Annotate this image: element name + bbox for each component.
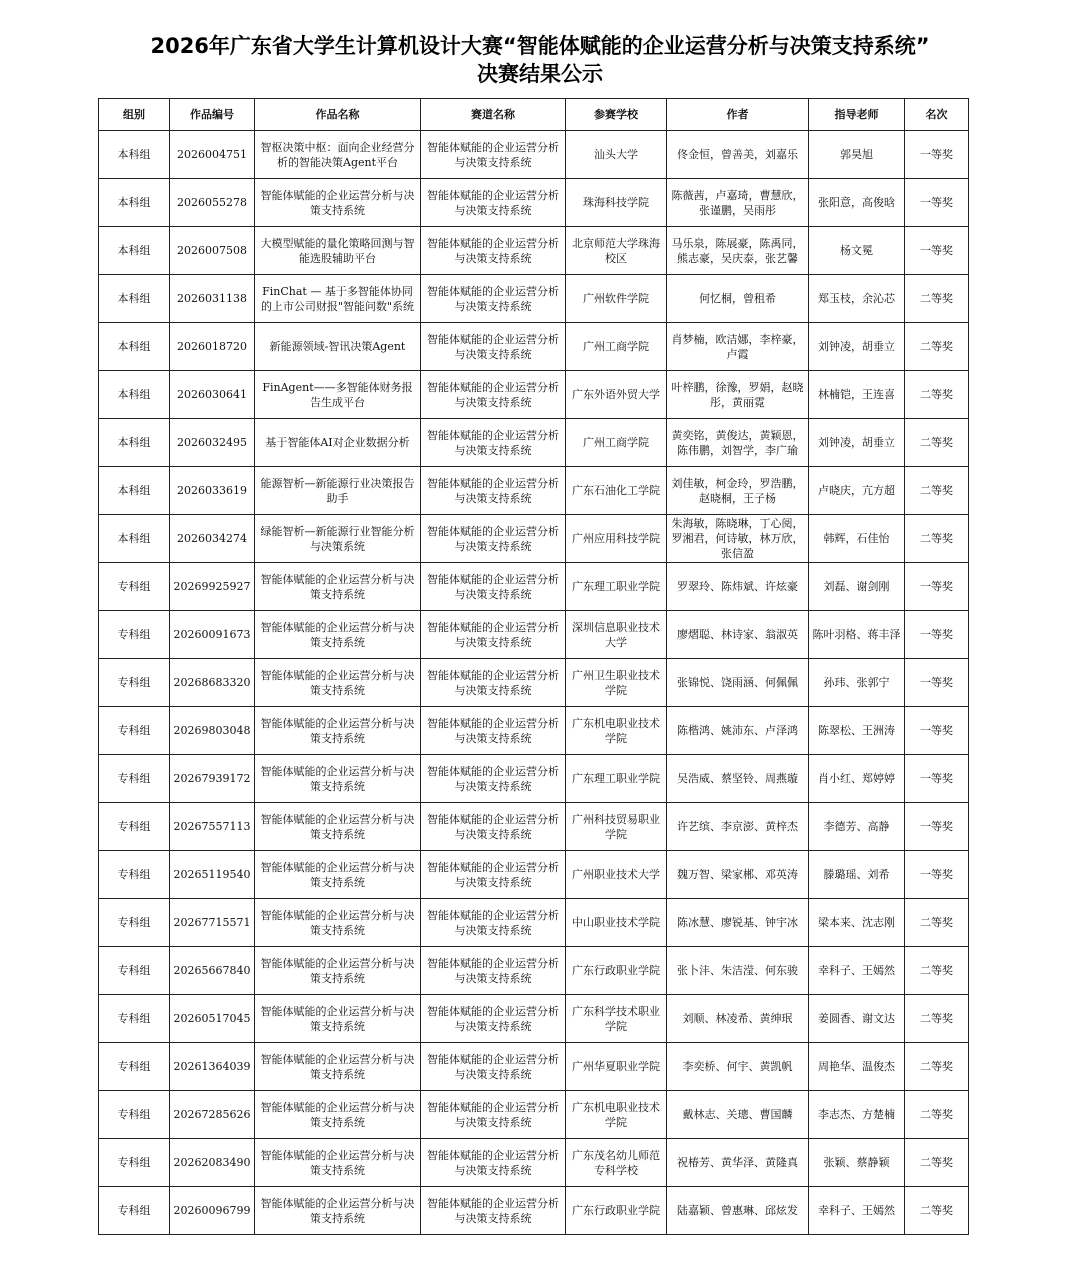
cell-advisors: 孙玮、张郭宁 — [809, 659, 905, 707]
cell-advisors: 杨文冕 — [809, 227, 905, 275]
cell-work-name: FinChat — 基于多智能体协同的上市公司财报"智能问数"系统 — [255, 275, 421, 323]
cell-rank: 一等奖 — [905, 755, 969, 803]
cell-authors: 佟金恒，曾善美，刘嘉乐 — [667, 131, 809, 179]
cell-advisors: 李志杰、方楚楠 — [809, 1091, 905, 1139]
table-row — [99, 659, 969, 707]
cell-work-id: 20260517045 — [170, 995, 255, 1043]
cell-group: 专科组 — [99, 1091, 170, 1139]
cell-school: 广东石油化工学院 — [566, 467, 667, 515]
cell-work-id: 20269925927 — [170, 563, 255, 611]
cell-work-id: 2026055278 — [170, 179, 255, 227]
cell-group: 本科组 — [99, 179, 170, 227]
cell-authors: 李奕桥、何宇、黄凯帆 — [667, 1043, 809, 1091]
cell-work-id: 2026033619 — [170, 467, 255, 515]
cell-group: 专科组 — [99, 899, 170, 947]
cell-authors: 张卜沣、朱洁滢、何东骏 — [667, 947, 809, 995]
cell-work-name: 智能体赋能的企业运营分析与决策支持系统 — [255, 563, 421, 611]
cell-school: 汕头大学 — [566, 131, 667, 179]
cell-authors: 何忆桐，曾租希 — [667, 275, 809, 323]
cell-advisors: 梁本来、沈志刚 — [809, 899, 905, 947]
header-work-id: 作品编号 — [170, 99, 255, 131]
cell-authors: 陈薇茜，卢嘉琦，曹慧欣，张谨鹏，吴雨彤 — [667, 179, 809, 227]
cell-rank: 二等奖 — [905, 275, 969, 323]
cell-advisors: 陈翠松、王洲涛 — [809, 707, 905, 755]
cell-rank: 一等奖 — [905, 227, 969, 275]
document-title: 2026年广东省大学生计算机设计大赛“智能体赋能的企业运营分析与决策支持系统” — [150, 34, 930, 58]
cell-advisors: 刘磊、谢剑刚 — [809, 563, 905, 611]
table-row — [99, 611, 969, 659]
cell-authors: 陈冰慧、廖锐基、钟宇冰 — [667, 899, 809, 947]
cell-authors: 刘顺、林凌希、黄绅珉 — [667, 995, 809, 1043]
cell-advisors: 陈叶羽格、蒋丰泽 — [809, 611, 905, 659]
cell-work-id: 20267939172 — [170, 755, 255, 803]
cell-track: 智能体赋能的企业运营分析与决策支持系统 — [421, 371, 566, 419]
cell-track: 智能体赋能的企业运营分析与决策支持系统 — [421, 275, 566, 323]
cell-group: 专科组 — [99, 755, 170, 803]
cell-track: 智能体赋能的企业运营分析与决策支持系统 — [421, 659, 566, 707]
cell-rank: 二等奖 — [905, 371, 969, 419]
cell-track: 智能体赋能的企业运营分析与决策支持系统 — [421, 131, 566, 179]
cell-advisors: 韩辉，石佳怡 — [809, 515, 905, 563]
cell-group: 本科组 — [99, 515, 170, 563]
cell-advisors: 刘钟凌，胡垂立 — [809, 419, 905, 467]
cell-group: 专科组 — [99, 611, 170, 659]
cell-group: 专科组 — [99, 1043, 170, 1091]
cell-advisors: 滕璐瑶、刘希 — [809, 851, 905, 899]
table-row — [99, 995, 969, 1043]
table-header-row — [99, 99, 969, 131]
cell-work-id: 20260096799 — [170, 1187, 255, 1235]
cell-track: 智能体赋能的企业运营分析与决策支持系统 — [421, 419, 566, 467]
cell-rank: 二等奖 — [905, 1139, 969, 1187]
cell-school: 广州工商学院 — [566, 323, 667, 371]
cell-rank: 二等奖 — [905, 1043, 969, 1091]
cell-group: 本科组 — [99, 323, 170, 371]
cell-work-id: 2026007508 — [170, 227, 255, 275]
cell-advisors: 周艳华、温俊杰 — [809, 1043, 905, 1091]
cell-authors: 罗翠玲、陈炜斌、许炫豪 — [667, 563, 809, 611]
cell-work-name: 智能体赋能的企业运营分析与决策支持系统 — [255, 947, 421, 995]
table-row — [99, 179, 969, 227]
cell-group: 专科组 — [99, 1187, 170, 1235]
header-authors: 作者 — [667, 99, 809, 131]
cell-work-name: 智能体赋能的企业运营分析与决策支持系统 — [255, 1043, 421, 1091]
header-work-name: 作品名称 — [255, 99, 421, 131]
table-row — [99, 851, 969, 899]
cell-work-name: 智能体赋能的企业运营分析与决策支持系统 — [255, 755, 421, 803]
cell-group: 本科组 — [99, 371, 170, 419]
cell-track: 智能体赋能的企业运营分析与决策支持系统 — [421, 803, 566, 851]
table-row — [99, 371, 969, 419]
cell-school: 广州应用科技学院 — [566, 515, 667, 563]
cell-work-name: 智能体赋能的企业运营分析与决策支持系统 — [255, 707, 421, 755]
cell-school: 广东外语外贸大学 — [566, 371, 667, 419]
cell-work-name: 大模型赋能的量化策略回测与智能选股辅助平台 — [255, 227, 421, 275]
header-school: 参赛学校 — [566, 99, 667, 131]
cell-work-name: FinAgent——多智能体财务报告生成平台 — [255, 371, 421, 419]
cell-authors: 叶梓鹏，徐豫，罗娟，赵晓彤，黄丽霓 — [667, 371, 809, 419]
cell-school: 广东科学技术职业学院 — [566, 995, 667, 1043]
cell-rank: 二等奖 — [905, 995, 969, 1043]
cell-work-name: 智能体赋能的企业运营分析与决策支持系统 — [255, 899, 421, 947]
cell-work-name: 能源智析—新能源行业决策报告助手 — [255, 467, 421, 515]
table-row — [99, 899, 969, 947]
cell-advisors: 肖小红、郑婷婷 — [809, 755, 905, 803]
table-row — [99, 467, 969, 515]
table-row — [99, 515, 969, 563]
cell-authors: 陈楷鸿、姚沛东、卢泽鸿 — [667, 707, 809, 755]
cell-school: 广州工商学院 — [566, 419, 667, 467]
cell-rank: 二等奖 — [905, 419, 969, 467]
cell-track: 智能体赋能的企业运营分析与决策支持系统 — [421, 851, 566, 899]
cell-advisors: 姜圆香、谢文达 — [809, 995, 905, 1043]
table-row — [99, 755, 969, 803]
cell-work-name: 绿能智析—新能源行业智能分析与决策系统 — [255, 515, 421, 563]
cell-group: 专科组 — [99, 659, 170, 707]
header-group: 组别 — [99, 99, 170, 131]
cell-work-name: 智能体赋能的企业运营分析与决策支持系统 — [255, 995, 421, 1043]
cell-work-id: 20265119540 — [170, 851, 255, 899]
cell-group: 专科组 — [99, 1139, 170, 1187]
cell-school: 广东理工职业学院 — [566, 563, 667, 611]
cell-work-id: 2026018720 — [170, 323, 255, 371]
table-row — [99, 1139, 969, 1187]
cell-group: 本科组 — [99, 227, 170, 275]
cell-authors: 魏万智、梁家郴、邓英涛 — [667, 851, 809, 899]
cell-track: 智能体赋能的企业运营分析与决策支持系统 — [421, 227, 566, 275]
cell-track: 智能体赋能的企业运营分析与决策支持系统 — [421, 1043, 566, 1091]
cell-advisors: 李德芳、高静 — [809, 803, 905, 851]
cell-rank: 二等奖 — [905, 323, 969, 371]
cell-rank: 一等奖 — [905, 659, 969, 707]
cell-school: 广州职业技术大学 — [566, 851, 667, 899]
cell-track: 智能体赋能的企业运营分析与决策支持系统 — [421, 707, 566, 755]
document-subtitle: 决赛结果公示 — [477, 62, 603, 86]
cell-rank: 一等奖 — [905, 563, 969, 611]
cell-work-id: 20269803048 — [170, 707, 255, 755]
table-row — [99, 563, 969, 611]
cell-advisors: 林楠铠，王连喜 — [809, 371, 905, 419]
cell-work-id: 20265667840 — [170, 947, 255, 995]
table-row — [99, 947, 969, 995]
cell-advisors: 幸科子、王嫣然 — [809, 1187, 905, 1235]
cell-rank: 二等奖 — [905, 1091, 969, 1139]
cell-rank: 一等奖 — [905, 707, 969, 755]
cell-school: 广东理工职业学院 — [566, 755, 667, 803]
cell-work-id: 20267285626 — [170, 1091, 255, 1139]
cell-group: 本科组 — [99, 131, 170, 179]
cell-school: 中山职业技术学院 — [566, 899, 667, 947]
cell-work-name: 智枢决策中枢：面向企业经营分析的智能决策Agent平台 — [255, 131, 421, 179]
cell-advisors: 郑玉枝，余沁芯 — [809, 275, 905, 323]
cell-group: 本科组 — [99, 275, 170, 323]
cell-school: 深圳信息职业技术大学 — [566, 611, 667, 659]
cell-track: 智能体赋能的企业运营分析与决策支持系统 — [421, 947, 566, 995]
cell-group: 专科组 — [99, 563, 170, 611]
cell-work-id: 2026032495 — [170, 419, 255, 467]
cell-track: 智能体赋能的企业运营分析与决策支持系统 — [421, 1187, 566, 1235]
cell-authors: 祝椿芳、黄华泽、黄隆真 — [667, 1139, 809, 1187]
cell-authors: 许艺缤、李京澎、黄梓杰 — [667, 803, 809, 851]
cell-work-id: 2026004751 — [170, 131, 255, 179]
table-row — [99, 419, 969, 467]
cell-work-name: 新能源领域-智讯决策Agent — [255, 323, 421, 371]
cell-work-name: 智能体赋能的企业运营分析与决策支持系统 — [255, 1187, 421, 1235]
cell-track: 智能体赋能的企业运营分析与决策支持系统 — [421, 1091, 566, 1139]
cell-work-id: 20261364039 — [170, 1043, 255, 1091]
header-rank: 名次 — [905, 99, 969, 131]
cell-authors: 黄奕铭，黄俊达，黄颖恩，陈伟鹏，刘智学，李广瑜 — [667, 419, 809, 467]
cell-advisors: 张颖、蔡静颖 — [809, 1139, 905, 1187]
cell-work-name: 基于智能体AI对企业数据分析 — [255, 419, 421, 467]
cell-work-id: 20267715571 — [170, 899, 255, 947]
cell-authors: 吴浩威、蔡坚铃、周燕璇 — [667, 755, 809, 803]
cell-rank: 二等奖 — [905, 947, 969, 995]
cell-group: 专科组 — [99, 803, 170, 851]
cell-group: 专科组 — [99, 947, 170, 995]
cell-school: 广州科技贸易职业学院 — [566, 803, 667, 851]
cell-authors: 马乐泉，陈展豪，陈禹同，熊志豪，吴庆泰，张艺馨 — [667, 227, 809, 275]
cell-rank: 一等奖 — [905, 611, 969, 659]
cell-work-id: 2026034274 — [170, 515, 255, 563]
cell-rank: 一等奖 — [905, 131, 969, 179]
cell-school: 广东机电职业技术学院 — [566, 707, 667, 755]
cell-group: 本科组 — [99, 467, 170, 515]
results-table — [98, 98, 969, 1235]
cell-work-name: 智能体赋能的企业运营分析与决策支持系统 — [255, 851, 421, 899]
cell-school: 珠海科技学院 — [566, 179, 667, 227]
cell-rank: 一等奖 — [905, 803, 969, 851]
cell-work-name: 智能体赋能的企业运营分析与决策支持系统 — [255, 611, 421, 659]
cell-authors: 廖熠聪、林诗家、翁淑英 — [667, 611, 809, 659]
cell-work-id: 20262083490 — [170, 1139, 255, 1187]
cell-authors: 刘佳敏，柯金玲，罗浩鹏，赵晓桐，王子杨 — [667, 467, 809, 515]
table-row — [99, 803, 969, 851]
table-body — [99, 131, 969, 1235]
cell-group: 专科组 — [99, 707, 170, 755]
cell-school: 广东机电职业技术学院 — [566, 1091, 667, 1139]
header-advisors: 指导老师 — [809, 99, 905, 131]
cell-track: 智能体赋能的企业运营分析与决策支持系统 — [421, 179, 566, 227]
header-track: 赛道名称 — [421, 99, 566, 131]
cell-track: 智能体赋能的企业运营分析与决策支持系统 — [421, 755, 566, 803]
cell-authors: 戴林志、关璁、曹国麟 — [667, 1091, 809, 1139]
cell-rank: 二等奖 — [905, 1187, 969, 1235]
cell-school: 广东行政职业学院 — [566, 1187, 667, 1235]
cell-work-id: 20267557113 — [170, 803, 255, 851]
cell-work-name: 智能体赋能的企业运营分析与决策支持系统 — [255, 659, 421, 707]
table-row — [99, 1091, 969, 1139]
cell-rank: 二等奖 — [905, 899, 969, 947]
table-row — [99, 1043, 969, 1091]
cell-advisors: 郭昊旭 — [809, 131, 905, 179]
cell-rank: 一等奖 — [905, 851, 969, 899]
cell-authors: 张锦悦、饶雨涵、何佩佩 — [667, 659, 809, 707]
cell-school: 广东行政职业学院 — [566, 947, 667, 995]
table-row — [99, 707, 969, 755]
cell-track: 智能体赋能的企业运营分析与决策支持系统 — [421, 563, 566, 611]
table-row — [99, 275, 969, 323]
cell-advisors: 卢晓庆，亢方超 — [809, 467, 905, 515]
cell-school: 广州华夏职业学院 — [566, 1043, 667, 1091]
cell-authors: 肖梦楠，欧洁娜，李梓豪，卢霞 — [667, 323, 809, 371]
cell-group: 专科组 — [99, 851, 170, 899]
table-row — [99, 1187, 969, 1235]
cell-track: 智能体赋能的企业运营分析与决策支持系统 — [421, 899, 566, 947]
cell-rank: 二等奖 — [905, 515, 969, 563]
cell-work-id: 20260091673 — [170, 611, 255, 659]
cell-track: 智能体赋能的企业运营分析与决策支持系统 — [421, 1139, 566, 1187]
cell-school: 北京师范大学珠海校区 — [566, 227, 667, 275]
cell-work-id: 2026030641 — [170, 371, 255, 419]
cell-rank: 二等奖 — [905, 467, 969, 515]
cell-school: 广州卫生职业技术学院 — [566, 659, 667, 707]
cell-school: 广州软件学院 — [566, 275, 667, 323]
cell-rank: 一等奖 — [905, 179, 969, 227]
cell-advisors: 幸科子、王嫣然 — [809, 947, 905, 995]
cell-work-id: 2026031138 — [170, 275, 255, 323]
cell-work-name: 智能体赋能的企业运营分析与决策支持系统 — [255, 1091, 421, 1139]
cell-authors: 陆嘉颖、曾惠琳、邱炫发 — [667, 1187, 809, 1235]
cell-track: 智能体赋能的企业运营分析与决策支持系统 — [421, 611, 566, 659]
cell-track: 智能体赋能的企业运营分析与决策支持系统 — [421, 515, 566, 563]
cell-advisors: 刘钟凌，胡垂立 — [809, 323, 905, 371]
cell-track: 智能体赋能的企业运营分析与决策支持系统 — [421, 323, 566, 371]
cell-track: 智能体赋能的企业运营分析与决策支持系统 — [421, 467, 566, 515]
table-row — [99, 131, 969, 179]
cell-work-name: 智能体赋能的企业运营分析与决策支持系统 — [255, 1139, 421, 1187]
cell-group: 本科组 — [99, 419, 170, 467]
cell-school: 广东茂名幼儿师范专科学校 — [566, 1139, 667, 1187]
cell-work-name: 智能体赋能的企业运营分析与决策支持系统 — [255, 179, 421, 227]
table-row — [99, 323, 969, 371]
cell-group: 专科组 — [99, 995, 170, 1043]
cell-track: 智能体赋能的企业运营分析与决策支持系统 — [421, 995, 566, 1043]
cell-authors: 朱海敏，陈晓琳，丁心阅，罗湘君，何诗敏，林万欣，张信盈 — [667, 515, 809, 563]
cell-advisors: 张阳意，高俊晗 — [809, 179, 905, 227]
cell-work-name: 智能体赋能的企业运营分析与决策支持系统 — [255, 803, 421, 851]
cell-work-id: 20268683320 — [170, 659, 255, 707]
table-row — [99, 227, 969, 275]
